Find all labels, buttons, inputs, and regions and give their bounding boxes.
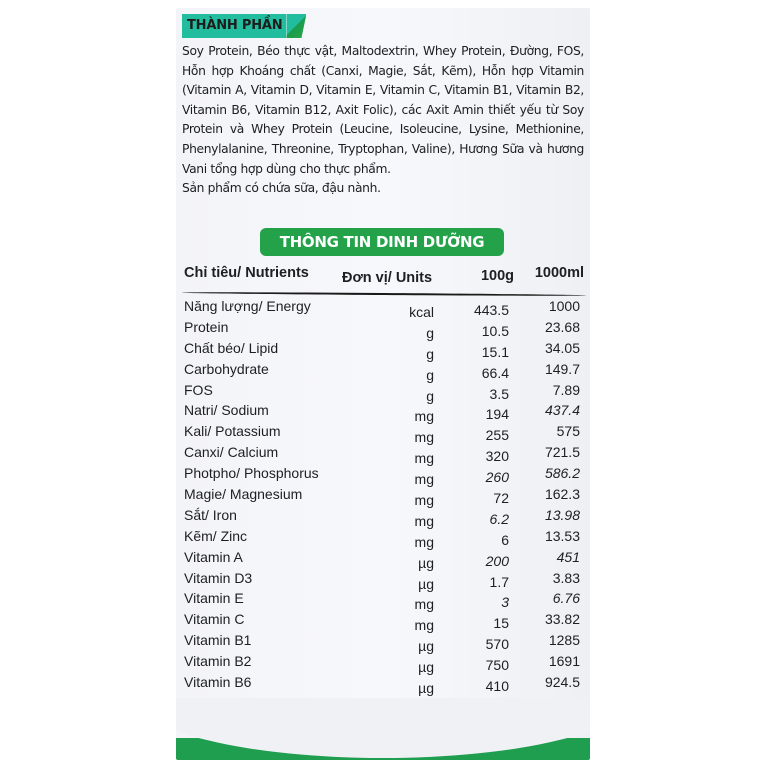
value-1000ml: 23.68	[544, 318, 580, 335]
value-100g: 320	[485, 448, 509, 465]
value-100g: 255	[485, 427, 509, 444]
nutrient-unit: µg	[418, 638, 434, 655]
ingredients-heading: THÀNH PHẦN	[182, 14, 286, 38]
table-row	[182, 653, 586, 674]
nutrient-unit: mg	[414, 596, 434, 613]
nutrient-unit: mg	[414, 450, 434, 467]
nutrient-unit: mg	[414, 471, 434, 488]
table-row	[182, 507, 586, 528]
allergen-notice: Sản phẩm có chứa sữa, đậu nành.	[182, 181, 381, 196]
nutrient-name: Vitamin E	[184, 590, 244, 607]
nutrient-name: Canxi/ Calcium	[184, 444, 279, 461]
value-100g: 15.1	[481, 343, 509, 360]
value-1000ml: 149.7	[544, 360, 580, 377]
value-1000ml: 13.98	[544, 506, 580, 523]
value-100g: 1.7	[489, 573, 509, 590]
nutrient-unit: µg	[418, 680, 434, 697]
value-100g: 750	[485, 657, 509, 674]
value-1000ml: 13.53	[544, 527, 580, 544]
nutrient-name: FOS	[184, 381, 213, 398]
value-100g: 6.2	[489, 510, 509, 527]
nutrient-unit: g	[426, 387, 434, 404]
nutrient-unit: g	[426, 366, 434, 383]
flag-decoration-icon	[286, 14, 306, 38]
value-100g: 200	[485, 552, 509, 569]
table-row	[182, 528, 586, 549]
nutrient-name: Magie/ Magnesium	[184, 486, 303, 503]
value-100g: 570	[485, 636, 509, 653]
value-100g: 443.5	[473, 302, 509, 318]
nutrient-name: Năng lượng/ Energy	[184, 298, 311, 314]
nutrient-unit: mg	[414, 492, 434, 509]
nutrient-name: Vitamin B6	[184, 674, 252, 691]
nutrition-table	[182, 262, 586, 697]
table-row	[182, 402, 586, 423]
value-1000ml: 721.5	[544, 444, 580, 461]
nutrient-name: Carbohydrate	[184, 360, 269, 377]
table-header	[182, 262, 586, 290]
table-row	[182, 319, 586, 340]
nutrient-unit: mg	[414, 429, 434, 446]
nutrient-unit: mg	[414, 512, 434, 529]
value-100g: 260	[485, 469, 509, 486]
value-100g: 410	[485, 678, 509, 695]
nutrient-name: Vitamin C	[184, 611, 245, 628]
column-header-nutrient: Chỉ tiêu/ Nutrients	[184, 265, 309, 281]
value-1000ml: 924.5	[544, 674, 580, 691]
nutrient-unit: mg	[414, 617, 434, 634]
product-label	[176, 8, 590, 760]
value-100g: 3	[501, 594, 509, 611]
table-row	[182, 361, 586, 382]
table-row	[182, 382, 586, 403]
value-1000ml: 162.3	[544, 486, 580, 503]
table-row	[182, 549, 586, 570]
nutrition-title: THÔNG TIN DINH DƯỠNG	[260, 228, 504, 256]
value-100g: 72	[493, 490, 509, 507]
nutrient-unit: µg	[418, 659, 434, 676]
nutrient-name: Protein	[184, 318, 229, 335]
nutrient-unit: mg	[414, 533, 434, 550]
table-row	[182, 486, 586, 507]
value-1000ml: 586.2	[544, 465, 580, 482]
table-row	[182, 298, 586, 319]
nutrient-name: Sắt/ Iron	[184, 506, 237, 523]
value-1000ml: 575	[556, 423, 580, 440]
nutrient-name: Vitamin D3	[184, 569, 253, 586]
table-row	[182, 444, 586, 465]
nutrient-name: Chất béo/ Lipid	[184, 339, 279, 356]
nutrient-name: Photpho/ Phosphorus	[184, 465, 319, 482]
ingredients-heading-tag	[182, 14, 306, 38]
value-100g: 10.5	[481, 322, 509, 339]
header-divider	[182, 292, 586, 297]
value-1000ml: 7.89	[552, 381, 580, 398]
value-100g: 66.4	[481, 364, 509, 381]
nutrient-unit: kcal	[409, 304, 434, 320]
table-row	[182, 570, 586, 591]
table-row	[182, 590, 586, 611]
nutrient-unit: µg	[418, 554, 434, 571]
table-row	[182, 423, 586, 444]
value-1000ml: 1691	[548, 653, 580, 670]
column-header-unit: Đơn vị/ Units	[342, 270, 433, 286]
nutrient-name: Vitamin A	[184, 548, 243, 565]
nutrient-unit: g	[426, 324, 434, 341]
nutrient-unit: mg	[414, 408, 434, 425]
value-100g: 194	[485, 406, 509, 423]
table-row	[182, 632, 586, 653]
nutrient-name: Natri/ Sodium	[184, 402, 269, 419]
value-1000ml: 6.76	[552, 590, 580, 607]
nutrient-name: Vitamin B1	[184, 632, 252, 649]
value-100g: 6	[501, 531, 509, 548]
value-1000ml: 451	[556, 548, 580, 565]
table-row	[182, 674, 586, 695]
value-1000ml: 34.05	[544, 339, 580, 356]
nutrient-name: Vitamin B2	[184, 653, 252, 670]
table-row	[182, 340, 586, 361]
value-1000ml: 437.4	[544, 402, 580, 419]
table-body	[182, 298, 586, 737]
value-1000ml: 3.83	[552, 569, 580, 586]
table-row	[182, 611, 586, 632]
value-1000ml: 1000	[548, 298, 580, 314]
column-header-1000ml: 1000ml	[534, 265, 584, 281]
nutrient-unit: g	[426, 345, 434, 362]
value-1000ml: 33.82	[544, 611, 580, 628]
ingredients-list: Soy Protein, Béo thực vật, Maltodextrin, Whey Protein, Đường, FOS, Hỗn hợp Khoáng chất (Canxi, Magie, Sắt, Kẽm), Hỗn hợp Vitamin (Vitamin A, Vitamin D, Vitamin E, Vitamin C, Vitamin B1, Vitamin B2, Vitamin B6, Vitamin B12, Axit Folic), các Axit Amin thiết yếu từ Soy Protein và Whey Protein (Leucine, Isoleucine, Lysine, Methionine, Phenylalanine, Threonine, Tryptophan, Valine), Hương Sữa và hương Vani tổng hợp dùng cho thực phẩm.	[182, 44, 584, 176]
value-100g: 15	[493, 615, 509, 632]
column-header-100g: 100g	[480, 268, 514, 284]
value-1000ml: 1285	[548, 632, 580, 649]
ingredients-text-block	[182, 42, 584, 199]
nutrient-name: Kẽm/ Zinc	[184, 527, 248, 544]
nutrient-name: Kali/ Potassium	[184, 423, 281, 440]
value-100g: 3.5	[489, 385, 509, 402]
nutrient-unit: µg	[418, 575, 434, 592]
table-row	[182, 465, 586, 486]
